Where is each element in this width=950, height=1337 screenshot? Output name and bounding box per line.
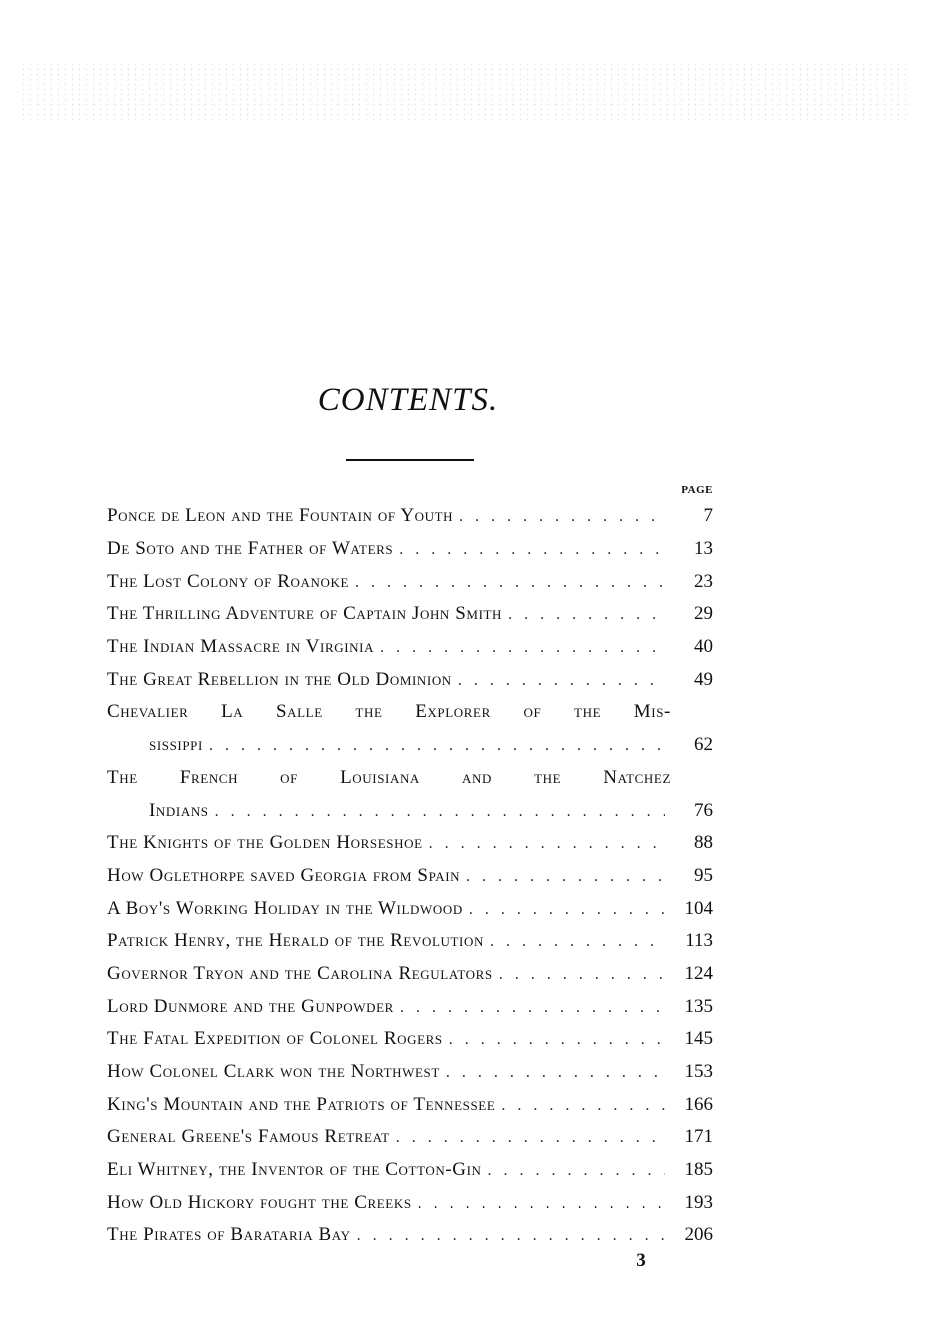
toc-entry-page: 124 bbox=[684, 962, 713, 984]
toc-entry bbox=[107, 663, 713, 696]
dot-leader bbox=[418, 1195, 665, 1213]
page-title: CONTENTS. bbox=[317, 382, 499, 418]
dot-leader bbox=[446, 1064, 665, 1082]
toc-entry bbox=[107, 1186, 713, 1219]
toc-entry-title: Patrick Henry, the Herald of the Revolution bbox=[107, 930, 484, 952]
toc-entry-title: sissippi bbox=[149, 734, 203, 756]
dot-leader bbox=[429, 835, 665, 853]
toc-entry-page: 193 bbox=[684, 1191, 713, 1213]
toc-entry bbox=[107, 1121, 713, 1154]
toc-entry-page: 40 bbox=[694, 636, 713, 658]
dot-leader bbox=[215, 803, 665, 821]
toc-entry-title: How Old Hickory fought the Creeks bbox=[107, 1191, 412, 1213]
toc-entry-title: The Knights of the Golden Horseshoe bbox=[107, 832, 423, 854]
toc-entry-first-line bbox=[107, 696, 713, 729]
title-rule bbox=[346, 459, 474, 461]
dot-leader bbox=[209, 737, 665, 755]
dot-leader bbox=[488, 1162, 666, 1180]
toc-entry-page: 13 bbox=[694, 538, 713, 560]
toc-entry-continuation bbox=[107, 794, 713, 827]
toc-entry-first-line bbox=[107, 762, 713, 795]
scan-speckle bbox=[20, 62, 910, 122]
dot-leader bbox=[466, 868, 665, 886]
toc-entry-page: 95 bbox=[694, 864, 713, 886]
dot-leader bbox=[458, 672, 665, 690]
toc-entry bbox=[107, 827, 713, 860]
toc-entry bbox=[107, 631, 713, 664]
toc-entry-title: The French of Louisiana and the Natchez bbox=[107, 766, 671, 788]
toc-entry bbox=[107, 500, 713, 533]
toc-entry bbox=[107, 860, 713, 893]
toc-entry bbox=[107, 892, 713, 925]
toc-entry-page: 166 bbox=[684, 1093, 713, 1115]
toc-entry bbox=[107, 565, 713, 598]
toc-entry-title: Indians bbox=[149, 799, 209, 821]
toc-entry-title: The Thrilling Adventure of Captain John Smith bbox=[107, 603, 503, 625]
dot-leader bbox=[357, 1227, 665, 1245]
toc-entry-page: 206 bbox=[684, 1224, 713, 1246]
toc-entry-title: The Pirates of Barataria Bay bbox=[107, 1224, 351, 1246]
toc-entry-title: The Fatal Expedition of Colonel Rogers bbox=[107, 1028, 443, 1050]
toc-entry-page: 153 bbox=[684, 1061, 713, 1083]
toc-entry-page: 185 bbox=[684, 1159, 713, 1181]
dot-leader bbox=[490, 933, 665, 951]
toc-entry-title: How Oglethorpe saved Georgia from Spain bbox=[107, 864, 461, 886]
toc-entry bbox=[107, 1023, 713, 1056]
toc-entry-page: 29 bbox=[694, 603, 713, 625]
toc-entry bbox=[107, 1088, 713, 1121]
dot-leader bbox=[469, 901, 665, 919]
toc-entry-page: 171 bbox=[684, 1126, 713, 1148]
toc-entry-page: 145 bbox=[684, 1028, 713, 1050]
toc-entry-title: Eli Whitney, the Inventor of the Cotton-Gin bbox=[107, 1159, 482, 1181]
dot-leader bbox=[355, 574, 665, 592]
toc-entry bbox=[107, 533, 713, 566]
toc-entry-title: Ponce de Leon and the Fountain of Youth bbox=[107, 505, 454, 527]
dot-leader bbox=[508, 606, 665, 624]
dot-leader bbox=[499, 966, 665, 984]
toc-entry-title: Lord Dunmore and the Gunpowder bbox=[107, 995, 394, 1017]
toc-entry-page: 88 bbox=[694, 832, 713, 854]
toc-entry-page: 135 bbox=[684, 995, 713, 1017]
page-number: 3 bbox=[636, 1250, 646, 1271]
toc-entry-title: How Colonel Clark won the Northwest bbox=[107, 1061, 440, 1083]
toc-entry-page: 23 bbox=[694, 570, 713, 592]
toc-entry bbox=[107, 1154, 713, 1187]
dot-leader bbox=[400, 999, 665, 1017]
toc-entry-title: Chevalier La Salle the Explorer of the Mis- bbox=[107, 701, 671, 723]
toc-entry bbox=[107, 958, 713, 991]
toc-entry bbox=[107, 990, 713, 1023]
toc-entry-page: 49 bbox=[694, 668, 713, 690]
dot-leader bbox=[449, 1031, 665, 1049]
toc-entry-title: A Boy's Working Holiday in the Wildwood bbox=[107, 897, 463, 919]
toc-entry-title: The Indian Massacre in Virginia bbox=[107, 636, 375, 658]
toc-entry-title: The Great Rebellion in the Old Dominion bbox=[107, 668, 452, 690]
toc-entry bbox=[107, 1219, 713, 1252]
toc-entry-title: De Soto and the Father of Waters bbox=[107, 538, 394, 560]
toc-entry bbox=[107, 1056, 713, 1089]
toc-entry bbox=[107, 925, 713, 958]
toc-entry-continuation bbox=[107, 729, 713, 762]
dot-leader bbox=[380, 639, 665, 657]
contents-list bbox=[107, 500, 713, 1252]
toc-entry bbox=[107, 598, 713, 631]
toc-entry-page: 113 bbox=[685, 930, 713, 952]
toc-entry-page: 62 bbox=[694, 734, 713, 756]
toc-entry-title: General Greene's Famous Retreat bbox=[107, 1126, 390, 1148]
toc-entry-title: The Lost Colony of Roanoke bbox=[107, 570, 350, 592]
dot-leader bbox=[399, 541, 665, 559]
page-column-header: PAGE bbox=[681, 484, 713, 496]
toc-entry-title: Governor Tryon and the Carolina Regulators bbox=[107, 962, 493, 984]
dot-leader bbox=[459, 508, 665, 526]
toc-entry-page: 104 bbox=[684, 897, 713, 919]
dot-leader bbox=[501, 1097, 665, 1115]
toc-entry-page: 7 bbox=[703, 505, 713, 527]
toc-entry-page: 76 bbox=[694, 799, 713, 821]
toc-entry-title: King's Mountain and the Patriots of Tennessee bbox=[107, 1093, 496, 1115]
dot-leader bbox=[396, 1129, 665, 1147]
